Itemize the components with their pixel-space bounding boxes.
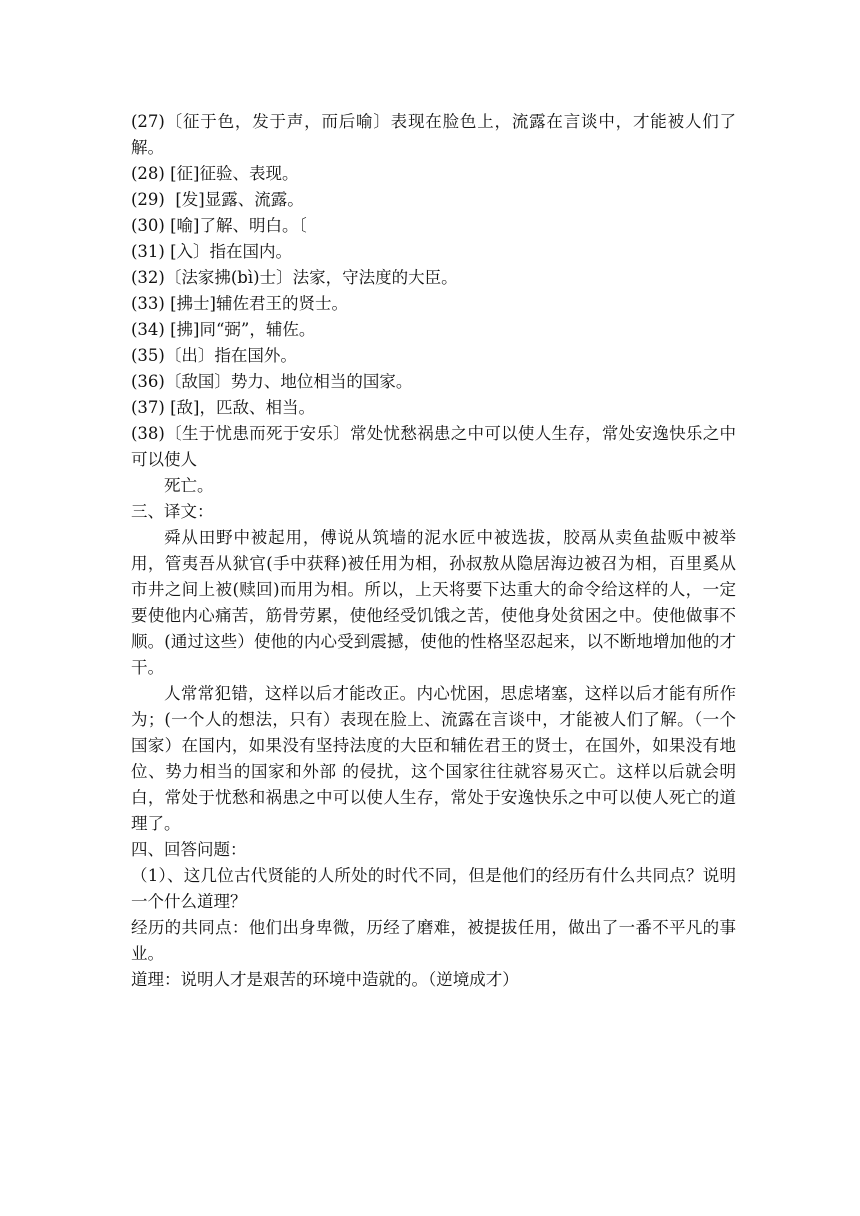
document-page: [131, 109, 736, 993]
note-35: (35)〔出〕指在国外。: [131, 346, 297, 365]
translation-paragraph-1: 舜从田野中被起用，傅说从筑墙的泥水匠中被选拔，胶鬲从卖鱼盐贩中被举用，管夷吾从狱官(手中获释)被任用为相，孙叔敖从隐居海边被召为相，百里奚从市井之间上被(赎回)而用为相。所以，上天将要下达重大的命令给这样的人，一定要使他内心痛苦，筋骨劳累，使他经受饥饿之苦，使他身处贫困之中。使他做事不顺。(通过这些）使他的内心受到震撼，使他的性格坚忍起来，以不断地增加他的才干。: [131, 528, 736, 677]
note-32: (32)〔法家拂(bì)士〕法家，守法度的大臣。: [131, 268, 458, 287]
answer-reason: 道理：说明人才是艰苦的环境中造就的。（逆境成才）: [131, 970, 519, 989]
note-37: (37) [敌]，匹敌、相当。: [131, 398, 315, 417]
translation-heading: 三、译文：: [131, 502, 214, 521]
answer-common-point: 经历的共同点：他们出身卑微，历经了磨难，被提拔任用，做出了一番不平凡的事业。: [131, 918, 736, 963]
note-27: (27)〔征于色，发于声，而后喻〕表现在脸色上，流露在言谈中，才能被人们了解。: [131, 112, 736, 157]
note-36: (36)〔敌国〕势力、地位相当的国家。: [131, 372, 413, 391]
note-38-continued: 死亡。: [164, 476, 214, 495]
note-30: (30) [喻]了解、明白。〔: [131, 216, 307, 235]
question-1: （1）、这几位古代贤能的人所处的时代不同，但是他们的经历有什么共同点？说明一个什么道理？: [131, 866, 736, 911]
note-28: (28) [征]征验、表现。: [131, 164, 299, 183]
note-33: (33) [拂士]辅佐君王的贤士。: [131, 294, 348, 313]
note-31: (31) [入〕指在国内。: [131, 242, 293, 261]
questions-heading: 四、回答问题：: [131, 840, 247, 859]
note-38: (38)〔生于忧患而死于安乐〕常处忧愁祸患之中可以使人生存，常处安逸快乐之中可以使人: [131, 424, 736, 469]
note-34: (34) [拂]同“弼”，辅佐。: [131, 320, 316, 339]
note-29: (29) [发]显露、流露。: [131, 190, 304, 209]
translation-paragraph-2: 人常常犯错，这样以后才能改正。内心忧困，思虑堵塞，这样以后才能有所作为；(一个人的想法，只有）表现在脸上、流露在言谈中，才能被人们了解。（一个国家）在国内，如果没有坚持法度的大臣和辅佐君王的贤士，在国外，如果没有地位、势力相当的国家和外部 的侵扰，这个国家往往就容易灭亡。这样以后就会明白，常处于忧愁和祸患之中可以使人生存，常处于安逸快乐之中可以使人死亡的道理了。: [131, 684, 736, 833]
